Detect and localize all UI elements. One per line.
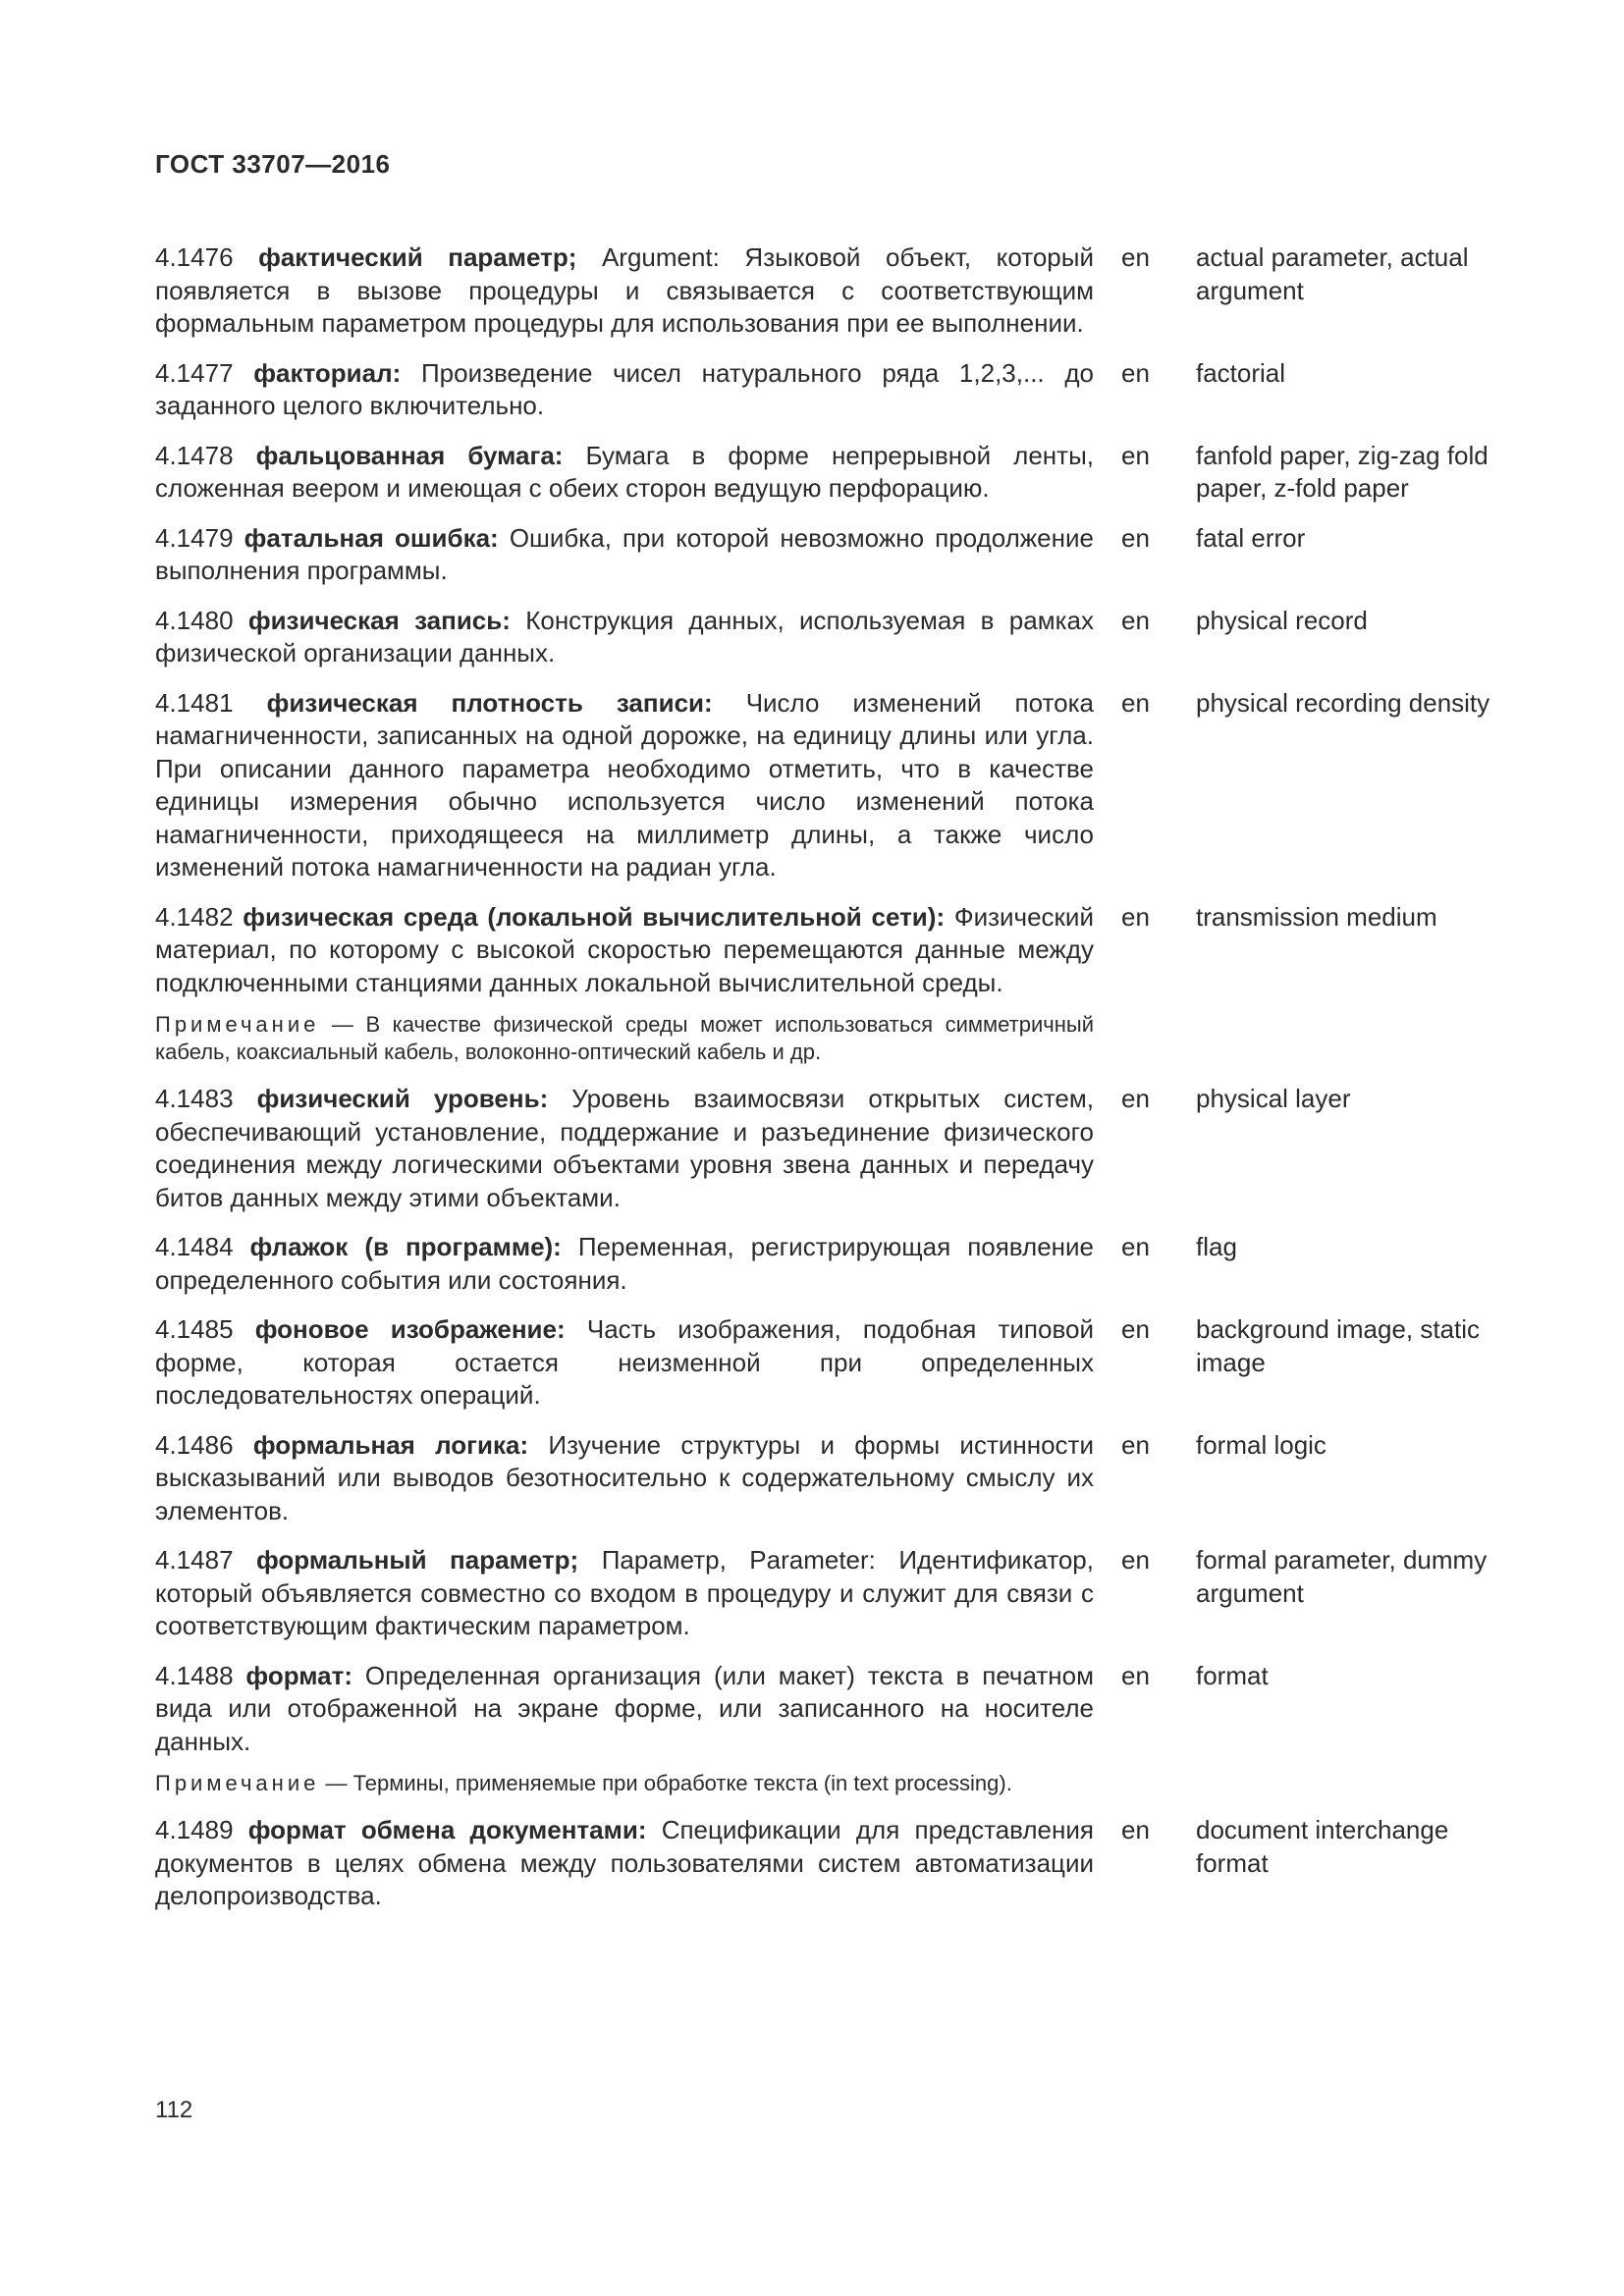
term-entry (155, 901, 1490, 1067)
language-code: en (1121, 605, 1150, 635)
term-name: флажок (в программе): (249, 1232, 562, 1261)
language-code: en (1121, 522, 1150, 553)
term-entry (155, 1429, 1490, 1528)
term-entry (155, 1231, 1490, 1297)
term-definition (155, 1814, 1094, 1913)
language-code: en (1121, 687, 1150, 718)
page-number: 112 (155, 2097, 193, 2123)
english-equivalent: actual parameter, actual argument (1196, 242, 1469, 305)
term-definition (155, 522, 1094, 588)
term-number: 4.1482 (155, 901, 234, 932)
term-definition (155, 241, 1094, 341)
term-entry (155, 1814, 1490, 1913)
language-code: en (1121, 1314, 1150, 1344)
term-number: 4.1481 (155, 687, 234, 718)
term-text: Уровень взаимосвязи открытых систем, обеспечивающий установление, поддержание и разъединение физического соединения между логическими объектами уровня звена данных и передачу битов данных между этими объектами. (155, 1084, 1094, 1212)
english-equivalent: document interchange format (1196, 1815, 1449, 1878)
english-equivalent: fatal error (1196, 522, 1306, 553)
term-text: Определенная организация (или макет) текста в печатном вида или отображенной на экране форме, или записанного на носителе данных. (155, 1660, 1094, 1756)
term-text: Ошибка, при которой невозможно продолжение выполнения программы. (155, 522, 1094, 585)
term-entry (155, 440, 1490, 506)
term-definition (155, 901, 1094, 1067)
term-entry (155, 357, 1490, 423)
term-text: Часть изображения, подобная типовой форме, которая остается неизменной при определенных последовательностях операций. (155, 1314, 1094, 1410)
term-definition (155, 440, 1094, 506)
note-text: — Термины, применяемые при обработке текста (in text processing). (319, 1771, 1012, 1795)
term-definition (155, 1429, 1094, 1528)
note-text: — В качестве физической среды может использоваться симметричный кабель, коаксиальный кабель, волоконно-оптический кабель и др. (155, 1012, 1094, 1064)
term-name: физическая среда (локальной вычислительной сети): (243, 901, 946, 932)
term-definition (155, 1544, 1094, 1643)
term-text: Число изменений потока намагниченности, записанных на одной дорожке, на единицу длины или угла. При описании данного параметра необходимо отметить, что в качестве единицы измерения обычно используется число изменений потока намагниченности, приходящееся на миллиметр длины, а также число изменений потока намагниченности на радиан угла. (155, 687, 1094, 881)
term-name: фактический параметр; (258, 242, 577, 272)
english-equivalent: physical record (1196, 605, 1368, 635)
term-note (155, 1011, 1094, 1066)
english-equivalent: flag (1196, 1232, 1237, 1261)
term-definition (155, 1231, 1094, 1297)
language-code: en (1121, 440, 1150, 470)
term-name: факториал: (253, 357, 402, 388)
term-text: Переменная, регистрирующая появление определенного события или состояния. (155, 1232, 1094, 1295)
term-definition (155, 687, 1094, 884)
term-name: физическая запись: (247, 605, 511, 635)
term-name: физическая плотность записи: (266, 687, 713, 718)
term-text: Произведение чисел натурального ряда 1,2,3,... до заданного целого включительно. (155, 357, 1094, 420)
term-name: фатальная ошибка: (244, 522, 499, 553)
english-equivalent: format (1196, 1660, 1269, 1690)
term-note (155, 1770, 1094, 1797)
language-code: en (1121, 1545, 1150, 1575)
term-name: фоновое изображение: (254, 1314, 566, 1344)
term-text: Параметр, Parameter: Идентификатор, который объявляется совместно со входом в процедуру и служит для связи с соответствующим фактическим параметром. (155, 1545, 1094, 1640)
language-code: en (1121, 1232, 1150, 1261)
term-entry (155, 1083, 1490, 1214)
language-code: en (1121, 901, 1150, 932)
term-text: Бумага в форме непрерывной ленты, сложенная веером и имеющая с обеих сторон ведущую перфорацию. (155, 440, 1094, 503)
term-number: 4.1476 (155, 242, 234, 272)
language-code: en (1121, 1660, 1150, 1690)
terms-list (155, 241, 1490, 1930)
term-definition (155, 605, 1094, 670)
term-definition (155, 357, 1094, 423)
term-definition (155, 1660, 1094, 1798)
language-code: en (1121, 242, 1150, 272)
term-number: 4.1487 (155, 1545, 234, 1575)
term-name: формат обмена документами: (247, 1815, 647, 1844)
language-code: en (1121, 357, 1150, 388)
term-number: 4.1489 (155, 1815, 234, 1844)
english-equivalent: factorial (1196, 357, 1286, 388)
term-entry (155, 1660, 1490, 1798)
term-definition (155, 1313, 1094, 1413)
term-text: Изучение структуры и формы истинности высказываний или выводов безотносительно к содержательному смыслу их элементов. (155, 1429, 1094, 1525)
term-number: 4.1486 (155, 1429, 234, 1460)
english-equivalent: physical recording density (1196, 687, 1490, 718)
english-equivalent: formal logic (1196, 1429, 1326, 1460)
note-label: Примечание (155, 1771, 320, 1795)
english-equivalent: physical layer (1196, 1084, 1351, 1113)
language-code: en (1121, 1084, 1150, 1113)
term-number: 4.1477 (155, 357, 234, 388)
term-name: формальный параметр; (256, 1545, 579, 1575)
term-entry (155, 241, 1490, 341)
language-code: en (1121, 1429, 1150, 1460)
language-code: en (1121, 1815, 1150, 1844)
term-number: 4.1478 (155, 440, 234, 470)
term-entry (155, 1313, 1490, 1413)
term-name: формальная логика: (252, 1429, 529, 1460)
term-name: фальцованная бумага: (255, 440, 564, 470)
english-equivalent: transmission medium (1196, 901, 1437, 932)
term-entry (155, 522, 1490, 588)
term-text: Argument: Языковой объект, который появляется в вызове процедуры и связывается с соответствующим формальным параметром процедуры для использования при ее выполнении. (155, 242, 1094, 338)
document-header: ГОСТ 33707—2016 (155, 149, 391, 179)
english-equivalent: formal parameter, dummy argument (1196, 1545, 1488, 1608)
term-name: физический уровень: (256, 1084, 549, 1113)
term-definition (155, 1083, 1094, 1214)
term-text: Конструкция данных, используемая в рамках физической организации данных. (155, 605, 1094, 667)
term-number: 4.1480 (155, 605, 234, 635)
term-entry (155, 687, 1490, 884)
term-number: 4.1479 (155, 522, 234, 553)
note-label: Примечание (155, 1012, 320, 1037)
term-text: Физический материал, по которому с высокой скоростью перемещаются данные между подключенными станциями данных локальной вычислительной среды. (155, 901, 1094, 997)
term-number: 4.1485 (155, 1314, 234, 1344)
term-number: 4.1483 (155, 1084, 234, 1113)
term-number: 4.1488 (155, 1660, 234, 1690)
term-entry (155, 605, 1490, 670)
english-equivalent: background image, static image (1196, 1314, 1481, 1377)
term-text: Спецификации для представления документов в целях обмена между пользователями систем автоматизации делопроизводства. (155, 1815, 1094, 1910)
term-entry (155, 1544, 1490, 1643)
english-equivalent: fanfold paper, zig-zag fold paper, z-fold paper (1196, 440, 1489, 503)
term-name: формат: (245, 1660, 352, 1690)
term-number: 4.1484 (155, 1232, 234, 1261)
